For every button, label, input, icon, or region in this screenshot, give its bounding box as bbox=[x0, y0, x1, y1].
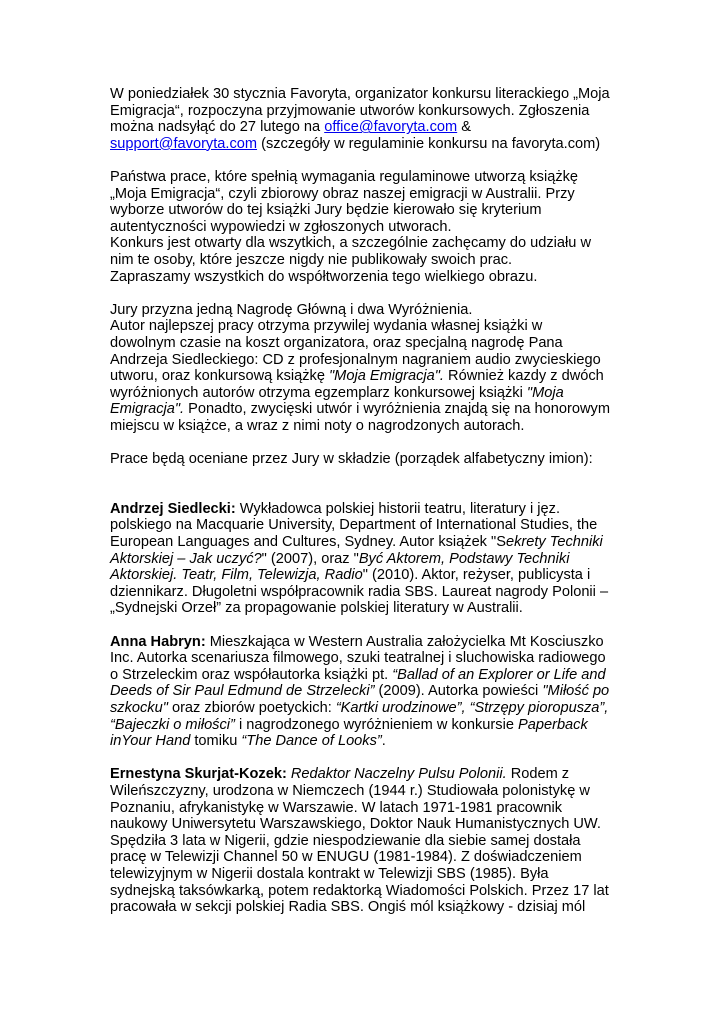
juror-bio-text: " (2007), oraz " bbox=[261, 550, 359, 567]
juror-bio-text: . bbox=[381, 733, 386, 750]
book-title: Paperback inYour Hand bbox=[110, 716, 588, 750]
paragraph-prizes bbox=[110, 318, 610, 434]
book-title: “The Dance of Looks” bbox=[241, 733, 382, 750]
book-title: “Kartki urodzinowe”, “Strzępy pioropusza”, “Bajeczki o miłości” bbox=[110, 699, 609, 733]
juror-bio-text: Rodem z Wileńszczyzny, urodzona w Niemczech (1944 r.) Studiowała polonistykę w Poznaniu, afrykanistykę w Warszawie. W latach 1971-1981 pracownik naukowy Uniwersytetu Warszawskiego, Doktor Nauk Humanistycznych UW. Spędziła 3 lata w Nigerii, gdzie niespodziewanie dla siebie samej dostała pracę w Telewizji Channel 50 w ENUGU (1981-1984). Z doświadczeniem telewizyjnym w Nigerii dostala kontrakt w Telewizji SBS (1985). Była sydnejską taksówkarką, potem redaktorką Wiadomości Polskich. Przez 17 lat pracowała w sekcji polskiej Radia SBS. Ongiś mól książkowy - dzisiaj mól bbox=[110, 766, 609, 916]
paragraph-awards: Jury przyzna jedną Nagrodę Główną i dwa Wyróżnienia. bbox=[110, 301, 473, 318]
spacer bbox=[110, 468, 610, 501]
spacer bbox=[110, 750, 610, 767]
document-page bbox=[110, 86, 610, 916]
juror-name: Ernestyna Skurjat-Kozek: bbox=[110, 766, 287, 783]
intro-text: W poniedziałek 30 stycznia Favoryta, organizator konkursu literackiego „Moja Emigracja“, rozpoczyna przyjmowanie utworów konkursowych. Zgłoszenia można nadsyłąć do 27 lutego na bbox=[110, 86, 610, 136]
paragraph-jury-intro: Prace będą oceniane przez Jury w składzie (porządek alfabetyczny imion): bbox=[110, 451, 593, 468]
spacer bbox=[110, 285, 610, 302]
juror-bio-text: oraz zbiorów poetyckich: bbox=[167, 699, 336, 716]
support-email-link[interactable]: support@favoryta.com bbox=[110, 135, 258, 152]
juror-habryn bbox=[110, 634, 610, 750]
book-title: "Moja Emigracja". bbox=[329, 368, 444, 385]
juror-bio-text: Mieszkająca w Western Australia założycielka Mt Kosciuszko Inc. Autorka scenariusza filmowego, szuki teatralnej i sluchowiska radiowego o Strzeleckim oraz współautorka książki pt. bbox=[110, 633, 606, 683]
prizes-text: Ponadto, zwycięski utwór i wyróżnienia znajdą się na honorowym miejscu w książce, a wraz z nimi noty o nagrodzonych autorach. bbox=[110, 401, 610, 434]
intro-paragraph bbox=[110, 86, 610, 152]
paragraph-invite: Zapraszamy wszystkich do współtworzenia tego wielkiego obrazu. bbox=[110, 268, 538, 285]
prizes-text: Również kazdy z dwóch wyróżnionych autorów otrzyma egzemplarz konkursowej książki bbox=[110, 368, 604, 401]
spacer bbox=[110, 434, 610, 451]
juror-bio-text: tomiku bbox=[190, 733, 242, 750]
paragraph-works: Państwa prace, które spełnią wymagania regulaminowe utworzą książkę „Moja Emigracja“, czyli zbiorowy obraz naszej emigracji w Australii. Przy wyborze utworów do tej książki Jury będzie kierowało się kryterium autentyczności wypowiedzi w zgłoszonych utworach. bbox=[110, 168, 579, 235]
juror-name: Anna Habryn: bbox=[110, 633, 206, 650]
paragraph-open: Konkurs jest otwarty dla wszytkich, a szczególnie zachęcamy do udziału w nim te osoby, które jeszcze nigdy nie publikowały swoich prac. bbox=[110, 235, 591, 268]
juror-bio-text: i nagrodzonego wyróżnieniem w konkursie bbox=[234, 716, 518, 733]
book-title: ekrety Techniki Aktorskiej – Jak uczyć? bbox=[110, 534, 603, 567]
intro-text-end: (szczegóły w regulaminie konkursu na favoryta.com) bbox=[257, 135, 601, 152]
office-email-link[interactable]: office@favoryta.com bbox=[324, 119, 458, 136]
spacer bbox=[110, 152, 610, 169]
juror-bio-text: " (2010). Aktor, reżyser, publicysta i dziennikarz. Długoletni współpracownik radia SBS. Laureat nagrody Polonii – „Sydnejski Orzeł” za propagowanie polskiej literatury w Australii. bbox=[110, 567, 609, 617]
book-title: "Moja Emigracja". bbox=[110, 384, 564, 418]
intro-text-ampersand: & bbox=[457, 119, 471, 136]
spacer bbox=[110, 617, 610, 634]
juror-role: Redaktor Naczelny Pulsu Polonii. bbox=[290, 766, 507, 783]
prizes-text: Autor najlepszej pracy otrzyma przywilej wydania własnej książki w dowolnym czasie na koszt organizatora, oraz specjalną nagrodę Pana Andrzeja Siedleckiego: CD z profesjonalnym nagraniem audio zwycieskiego utworu, oraz konkursową książkę bbox=[110, 318, 601, 385]
juror-name: Andrzej Siedlecki: bbox=[110, 500, 236, 517]
juror-siedlecki bbox=[110, 501, 610, 617]
book-title: Być Aktorem, Podstawy Techniki Aktorskiej. Teatr, Film, Telewizja, Radio bbox=[110, 550, 570, 584]
book-title: "Miłość po szkocku" bbox=[110, 683, 610, 716]
juror-bio-text: Wykładowca polskiej historii teatru, literatury i jęz. polskiego na Macquarie University, Department of International Studies, the European Languages and Cultures, Sydney. Autor książek "S bbox=[110, 500, 598, 551]
juror-bio-text: (2009). Autorka powieści bbox=[374, 683, 543, 700]
juror-skurjat-kozek bbox=[110, 766, 610, 915]
book-title: “Ballad of an Explorer or Life and Deeds of Sir Paul Edmund de Strzelecki” bbox=[110, 666, 606, 700]
